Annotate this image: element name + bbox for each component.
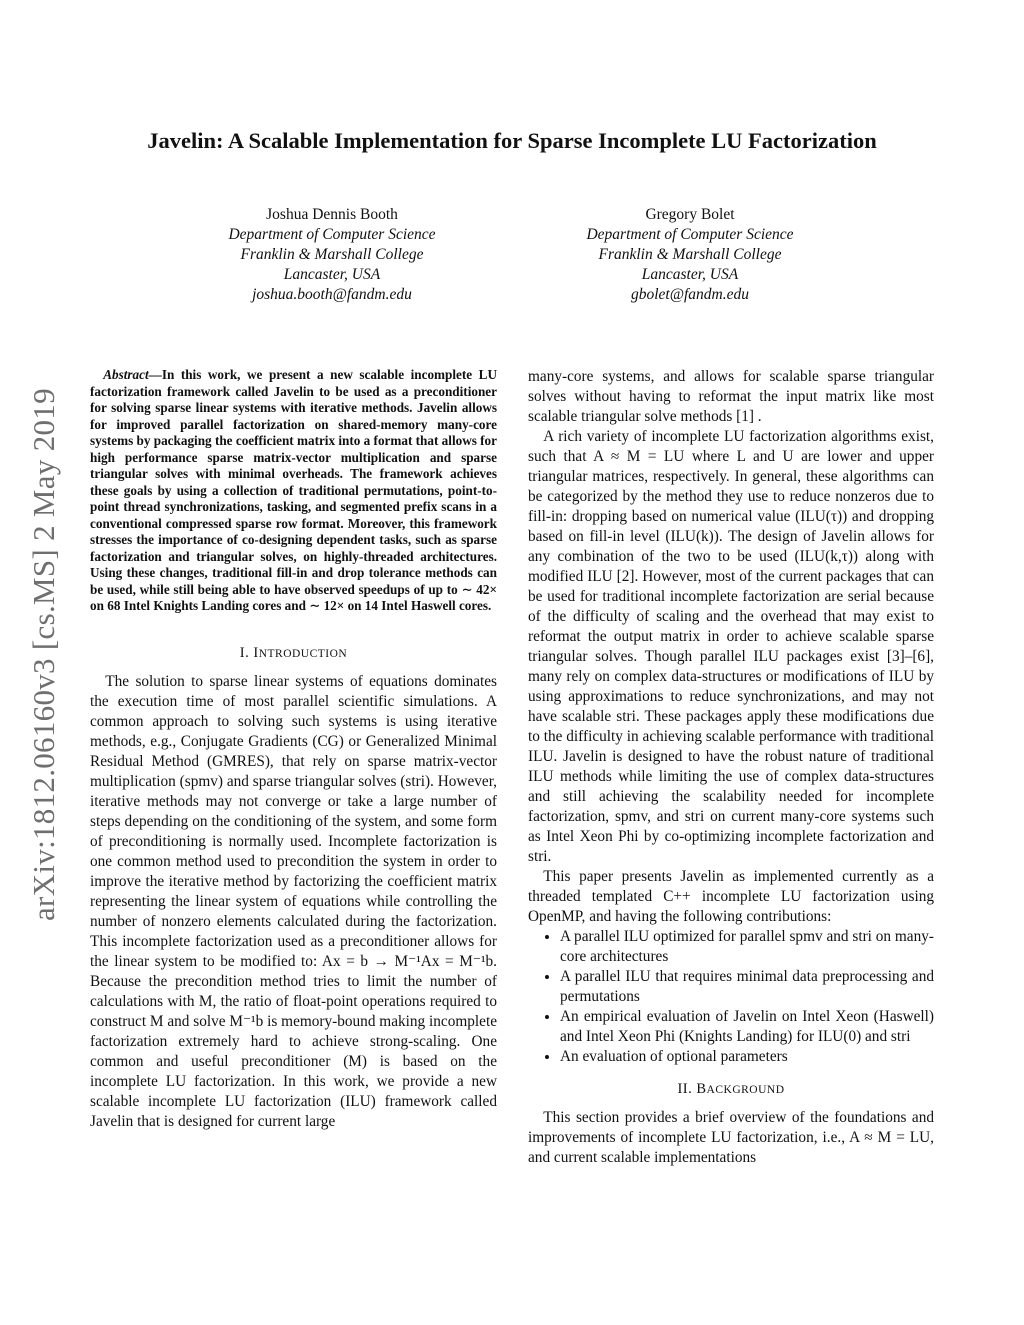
author-email[interactable]: joshua.booth@fandm.edu xyxy=(252,286,412,303)
abstract xyxy=(90,367,497,615)
list-item: • An evaluation of optional parameters xyxy=(560,1047,934,1067)
section-title-rest: NTRODUCTION xyxy=(258,647,348,660)
paper-title: Javelin: A Scalable Implementation for Sparse Incomplete LU Factorization xyxy=(147,128,877,153)
author-name: Joshua Dennis Booth xyxy=(266,206,398,223)
contributions-list xyxy=(528,927,934,1067)
paragraph-contributions-intro: This paper presents Javelin as implemented currently as a threaded templated C++ incomplete LU factorization using OpenMP, and having the following contributions: xyxy=(528,868,934,925)
left-column xyxy=(90,367,497,1132)
section-title-rest: ACKGROUND xyxy=(706,1084,785,1096)
section-initial: B xyxy=(696,1081,707,1097)
section-heading-background xyxy=(528,1079,934,1100)
intro-paragraph: The solution to sparse linear systems of equations dominates the execution time of most parallel scientific simulations. A common approach to solving such systems is using iterative methods, e.g., Conjugate Gradients (CG) or Generalized Minimal Residual Method (GMRES), that rely on sparse matrix-vector multiplication (spmv) and sparse triangular solves (stri). However, iterative methods may not converge or take a large number of steps depending on the conditioning of the system, and some form of preconditioning is normally used. Incomplete factorization is one common method used to precondition the system in order to improve the iterative method by factorizing the coefficient matrix representing the linear system of equations while controlling the number of nonzero elements calculated during the factorization. This incomplete factorization used as a preconditioner allows for the linear system to be modified to: Ax = b → M⁻¹Ax = M⁻¹b. Because the precondition method tries to limit the number of calculations with M, the ratio of float-point operations required to construct M and solve M⁻¹b is memory-bound making incomplete factorization extremely hard to achieve strong-scaling. One common and useful preconditioner (M) is based on the incomplete LU factorization. In this work, we provide a new scalable incomplete LU factorization (ILU) framework called Javelin that is designed for current large xyxy=(90,672,497,1130)
paragraph-continuation: many-core systems, and allows for scalable sparse triangular solves without having to reformat the input matrix like most scalable triangular solve methods [1] . xyxy=(528,368,934,425)
list-item: • An empirical evaluation of Javelin on Intel Xeon (Haswell) and Intel Xeon Phi (Knights Landing) for ILU(0) and stri xyxy=(560,1007,934,1047)
section-initial: I xyxy=(253,644,259,661)
list-item: • A parallel ILU optimized for parallel spmv and stri on many-core architectures xyxy=(560,927,934,967)
paragraph-ilu-variety: A rich variety of incomplete LU factorization algorithms exist, such that A ≈ M = LU where L and U are lower and upper triangular matrices, respectively. In general, these algorithms can be categorized by the method they use to reduce nonzeros due to fill-in: dropping based on numerical value (ILU(τ)) and dropping based on fill-in level (ILU(k)). The design of Javelin allows for any combination of the two to be used (ILU(k,τ)) along with modified ILU [2]. However, most of the current packages that can be used for traditional incomplete factorization are serial because of the difficulty of scaling and the overhead that may exist to reformat the output matrix in order to achieve scalable sparse triangular solves. Though parallel ILU packages exist [3]–[6], many rely on complex data-structures or modifications of ILU by using approximations to reduce synchronizations, and may not have scalable stri. These packages apply these modifications due to the difficulty in achieving scalable performance with traditional ILU. Javelin is designed to have the robust nature of traditional ILU methods while limiting the use of complex data-structures and still achieving the scalability needed for incomplete factorization, spmv, and stri on current many-core systems such as Intel Xeon Phi by co-optimizing incomplete factorization and stri. xyxy=(528,428,934,865)
author-block-2 xyxy=(510,205,870,305)
abstract-text: —In this work, we present a new scalable incomplete LU factorization framework called Javelin to be used as a preconditioner for solving sparse linear systems with iterative methods. Javelin allows for improved parallel factorization on shared-memory many-core systems by packaging the coefficient matrix into a format that allows for high performance sparse matrix-vector multiplication and sparse triangular solves with minimal overheads. The framework achieves these goals by using a collection of traditional permutations, point-to-point thread synchronizations, tasking, and segmented prefix scans in a conventional compressed sparse row format. Moreover, this framework stresses the importance of co-designing dependent tasks, such as sparse factorization and triangular solves, on highly-threaded architectures. Using these changes, traditional fill-in and drop tolerance methods can be used, while still being able to have observed speedups of up to ∼ 42× on 68 Intel Knights Landing cores and ∼ 12× on 14 Intel Haswell cores. xyxy=(90,367,497,613)
author-block-1 xyxy=(152,205,512,305)
author-college: Franklin & Marshall College xyxy=(598,246,782,263)
author-city: Lancaster, USA xyxy=(283,266,381,283)
author-name: Gregory Bolet xyxy=(645,206,735,223)
author-email[interactable]: gbolet@fandm.edu xyxy=(630,286,749,303)
author-college: Franklin & Marshall College xyxy=(240,246,424,263)
author-department: Department of Computer Science xyxy=(586,226,794,243)
list-item: • A parallel ILU that requires minimal data preprocessing and permutations xyxy=(560,967,934,1007)
abstract-label: Abstract xyxy=(103,367,149,382)
section-heading-introduction xyxy=(90,643,497,664)
author-city: Lancaster, USA xyxy=(641,266,739,283)
section-number: I. xyxy=(239,644,254,661)
right-column xyxy=(528,367,934,1168)
arxiv-identifier: arXiv:1812.06160v3 [cs.MS] 2 May 2019 xyxy=(26,388,61,922)
background-paragraph: This section provides a brief overview of the foundations and improvements of incomplete LU factorization, i.e., A ≈ M = LU, and current scalable implementations xyxy=(528,1109,934,1166)
section-number: II. xyxy=(677,1081,697,1097)
author-department: Department of Computer Science xyxy=(228,226,436,243)
